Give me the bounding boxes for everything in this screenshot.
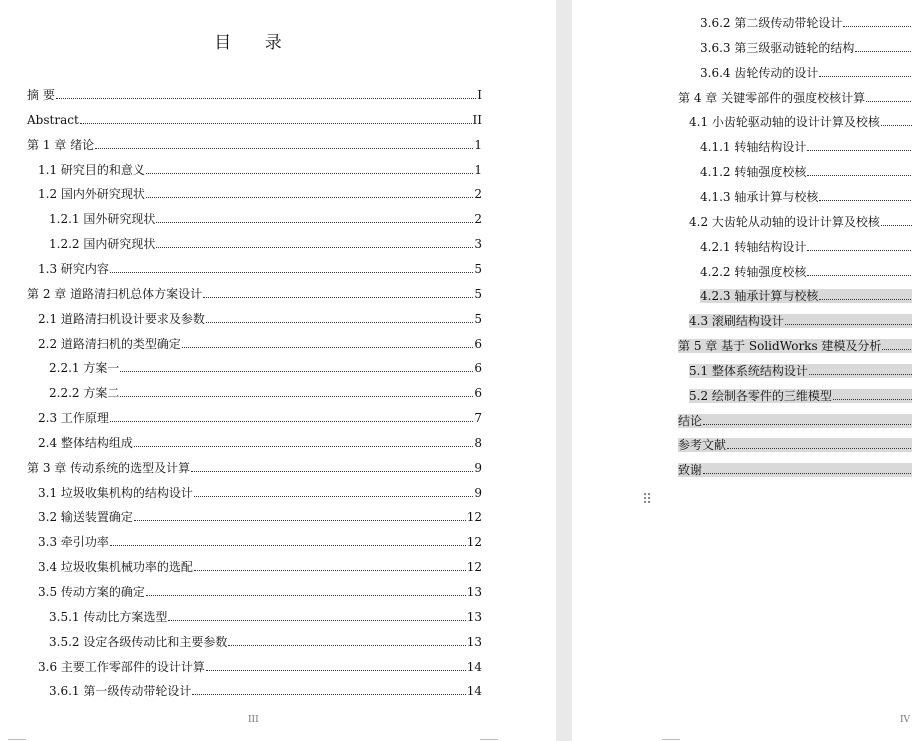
toc-leader-dots <box>228 645 465 646</box>
toc-entry-label: 1.3 研究内容 <box>38 261 109 276</box>
toc-entry[interactable] <box>689 215 912 229</box>
toc-entry[interactable] <box>700 289 912 303</box>
toc-entry[interactable] <box>38 486 482 500</box>
toc-entry[interactable] <box>700 66 912 80</box>
toc-leader-dots <box>703 424 912 425</box>
page-number: IV <box>900 715 911 725</box>
toc-entry-page: 1 <box>474 137 482 152</box>
toc-leader-dots <box>843 26 912 27</box>
toc-entry-page: 14 <box>466 659 482 674</box>
toc-leader-dots <box>56 98 476 99</box>
toc-entry-label: 5.1 整体系统结构设计 <box>689 363 808 378</box>
toc-leader-dots <box>203 297 473 298</box>
toc-entry-label: 结论 <box>678 413 703 428</box>
toc-entry-page: 12 <box>466 510 482 525</box>
toc-leader-dots <box>807 250 912 251</box>
toc-entry-label: 4.1 小齿轮驱动轴的设计计算及校核 <box>689 115 880 130</box>
toc-leader-dots <box>206 322 473 323</box>
toc-leader-dots <box>110 545 466 546</box>
toc-entry-page: 5 <box>474 311 482 326</box>
toc-entry-page: 9 <box>474 460 482 475</box>
toc-leader-dots <box>192 694 465 695</box>
toc-entry[interactable] <box>27 88 482 102</box>
toc-entry[interactable] <box>49 361 482 375</box>
toc-leader-dots <box>807 175 912 176</box>
toc-leader-dots <box>882 349 912 350</box>
toc-title: 目 录 <box>214 33 296 53</box>
toc-entry-label: 2.3 工作原理 <box>38 411 109 426</box>
toc-entry-label: 4.1.1 转轴结构设计 <box>700 140 807 155</box>
toc-entry-page: 6 <box>474 386 482 401</box>
toc-entry[interactable] <box>678 438 912 452</box>
toc-entry-label: 3.1 垃圾收集机构的结构设计 <box>38 485 193 500</box>
toc-entry-label: 2.2.2 方案二 <box>49 386 120 401</box>
toc-leader-dots <box>191 471 473 472</box>
toc-entry[interactable] <box>700 265 912 279</box>
toc-leader-dots <box>819 299 912 300</box>
toc-entry-page: 2 <box>474 212 482 227</box>
page-number: III <box>248 715 259 725</box>
toc-entry-label: 4.2.1 转轴结构设计 <box>700 239 807 254</box>
toc-leader-dots <box>110 272 473 273</box>
toc-entry-label: 2.2 道路清扫机的类型确定 <box>38 336 181 351</box>
toc-entry-page: 9 <box>474 485 482 500</box>
toc-entry-label: 1.1 研究目的和意义 <box>38 162 145 177</box>
toc-leader-dots <box>146 595 466 596</box>
toc-entry[interactable] <box>38 187 482 201</box>
toc-entry-label: 3.5.2 设定各级传动比和主要参数 <box>49 634 228 649</box>
toc-leader-dots <box>182 347 473 348</box>
toc-leader-dots <box>134 520 466 521</box>
page-corner-mark <box>662 739 680 740</box>
toc-entry-label: 3.2 输送装置确定 <box>38 510 133 525</box>
toc-leader-dots <box>120 371 473 372</box>
toc-entry[interactable] <box>700 41 912 55</box>
toc-entry-label: 4.3 滚刷结构设计 <box>689 314 784 329</box>
toc-leader-dots <box>194 570 466 571</box>
toc-entry-page: 1 <box>474 162 482 177</box>
toc-entry-label: 第 4 章 关键零部件的强度校核计算 <box>678 90 866 105</box>
toc-entry-label: 4.1.3 轴承计算与校核 <box>700 189 819 204</box>
toc-entry[interactable] <box>700 16 912 30</box>
toc-leader-dots <box>146 173 473 174</box>
toc-entry[interactable] <box>689 364 912 378</box>
toc-entry-label: 4.2.3 轴承计算与校核 <box>700 289 819 304</box>
toc-entry-page: 13 <box>466 585 482 599</box>
toc-entry-page: II <box>472 112 482 127</box>
toc-entry-label: 5.2 绘制各零件的三维模型 <box>689 388 832 403</box>
toc-entry[interactable] <box>49 386 482 400</box>
toc-entry[interactable] <box>38 510 482 524</box>
toc-entry-page: 2 <box>474 187 482 202</box>
toc-leader-dots <box>703 473 912 474</box>
toc-entry[interactable] <box>38 163 482 177</box>
toc-entry-label: 1.2 国内外研究现状 <box>38 187 145 202</box>
toc-entry[interactable] <box>38 337 482 351</box>
toc-leader-dots <box>881 125 912 126</box>
toc-leader-dots <box>855 51 912 52</box>
toc-entry-page: 12 <box>466 560 482 575</box>
toc-leader-dots <box>785 324 912 325</box>
toc-entry[interactable] <box>27 138 482 152</box>
toc-entry[interactable] <box>689 314 912 328</box>
toc-entry-page: 6 <box>474 361 482 376</box>
toc-leader-dots <box>819 76 912 77</box>
toc-entry-label: 3.6.2 第二级传动带轮设计 <box>700 16 843 30</box>
toc-entry-page: 13 <box>466 634 482 649</box>
toc-entry-label: 3.6.1 第一级传动带轮设计 <box>49 684 192 699</box>
toc-entry-label: 第 2 章 道路清扫机总体方案设计 <box>27 286 203 301</box>
toc-leader-dots <box>807 275 912 276</box>
toc-entry[interactable] <box>49 635 482 649</box>
toc-entry[interactable] <box>678 339 912 353</box>
toc-entry[interactable] <box>700 240 912 254</box>
toc-entry-label: 1.2.2 国内研究现状 <box>49 237 156 252</box>
toc-entry-page: 13 <box>466 609 482 624</box>
toc-entry[interactable] <box>27 113 482 127</box>
toc-entry-label: 2.1 道路清扫机设计要求及参数 <box>38 311 205 326</box>
toc-entry-page: 14 <box>466 684 482 699</box>
toc-entry-label: 参考文献 <box>678 438 727 453</box>
toc-leader-dots <box>120 396 473 397</box>
toc-leader-dots <box>95 148 473 149</box>
toc-leader-dots <box>727 448 912 449</box>
toc-entry-page: I <box>477 88 482 102</box>
toc-entry[interactable] <box>678 414 912 428</box>
document-page-right <box>572 0 912 741</box>
toc-entry-label: 第 1 章 绪论 <box>27 137 95 152</box>
toc-entry-page: 5 <box>474 286 482 301</box>
toc-entry[interactable] <box>689 389 912 403</box>
toc-entry[interactable] <box>678 463 912 477</box>
toc-leader-dots <box>194 496 473 497</box>
toc-entry-label: 3.6 主要工作零部件的设计计算 <box>38 659 205 674</box>
toc-entry-label: 摘 要 <box>27 88 55 102</box>
toc-leader-dots <box>156 247 473 248</box>
toc-entry[interactable] <box>49 684 482 698</box>
toc-entry[interactable] <box>678 91 912 105</box>
toc-entry[interactable] <box>700 140 912 154</box>
toc-entry-page: 3 <box>474 237 482 252</box>
toc-leader-dots <box>866 101 912 102</box>
toc-entry[interactable] <box>27 287 482 301</box>
toc-leader-dots <box>881 225 912 226</box>
toc-entry-label: 第 5 章 基于 SolidWorks 建模及分析 <box>678 339 882 354</box>
toc-leader-dots <box>134 446 473 447</box>
toc-leader-dots <box>809 374 912 375</box>
toc-entry-label: 第 3 章 传动系统的选型及计算 <box>27 460 191 475</box>
toc-entry-label: 3.6.4 齿轮传动的设计 <box>700 65 819 80</box>
toc-entry[interactable] <box>38 660 482 674</box>
toc-leader-dots <box>80 123 472 124</box>
toc-entry-label: Abstract <box>27 112 79 127</box>
toc-leader-dots <box>833 399 912 400</box>
toc-entry[interactable] <box>689 115 912 129</box>
toc-entry-label: 3.4 垃圾收集机械功率的选配 <box>38 560 193 575</box>
toc-entry-label: 4.2 大齿轮从动轴的设计计算及校核 <box>689 214 880 229</box>
toc-leader-dots <box>168 620 465 621</box>
toc-entry-page: 7 <box>474 411 482 426</box>
toc-entry[interactable] <box>38 436 482 450</box>
toc-entry[interactable] <box>700 165 912 179</box>
page-corner-mark <box>480 739 498 740</box>
toc-entry[interactable] <box>38 535 482 549</box>
toc-entry[interactable] <box>49 610 482 624</box>
toc-entry-label: 1.2.1 国外研究现状 <box>49 212 156 227</box>
toc-entry-page: 6 <box>474 336 482 351</box>
toc-entry-label: 3.6.3 第三级驱动链轮的结构 <box>700 40 855 55</box>
toc-entry-label: 4.2.2 转轴强度校核 <box>700 264 807 279</box>
toc-entry-page: 12 <box>466 535 482 550</box>
drag-handle-icon[interactable]: ⠿ <box>642 492 653 508</box>
toc-leader-dots <box>110 421 473 422</box>
toc-entry[interactable] <box>38 312 482 326</box>
toc-entry-label: 2.4 整体结构组成 <box>38 435 133 450</box>
toc-entry[interactable] <box>38 262 482 276</box>
toc-entry[interactable] <box>27 461 482 475</box>
toc-entry[interactable] <box>49 212 482 226</box>
toc-entry[interactable] <box>49 237 482 251</box>
toc-entry-label: 3.5.1 传动比方案选型 <box>49 609 168 624</box>
toc-entry-label: 3.5 传动方案的确定 <box>38 585 145 599</box>
toc-leader-dots <box>146 197 473 198</box>
toc-entry-label: 致谢 <box>678 463 703 478</box>
toc-entry[interactable] <box>700 190 912 204</box>
toc-entry-page: 5 <box>474 261 482 276</box>
toc-entry-page: 8 <box>474 435 482 450</box>
toc-entry[interactable] <box>38 585 482 599</box>
toc-entry[interactable] <box>38 411 482 425</box>
toc-leader-dots <box>156 222 473 223</box>
toc-entry-label: 3.3 牵引功率 <box>38 535 109 550</box>
toc-leader-dots <box>206 670 466 671</box>
toc-leader-dots <box>819 200 912 201</box>
toc-entry-label: 4.1.2 转轴强度校核 <box>700 165 807 180</box>
toc-leader-dots <box>807 150 912 151</box>
toc-entry-label: 2.2.1 方案一 <box>49 361 120 376</box>
page-corner-mark <box>8 739 26 740</box>
toc-entry[interactable] <box>38 560 482 574</box>
